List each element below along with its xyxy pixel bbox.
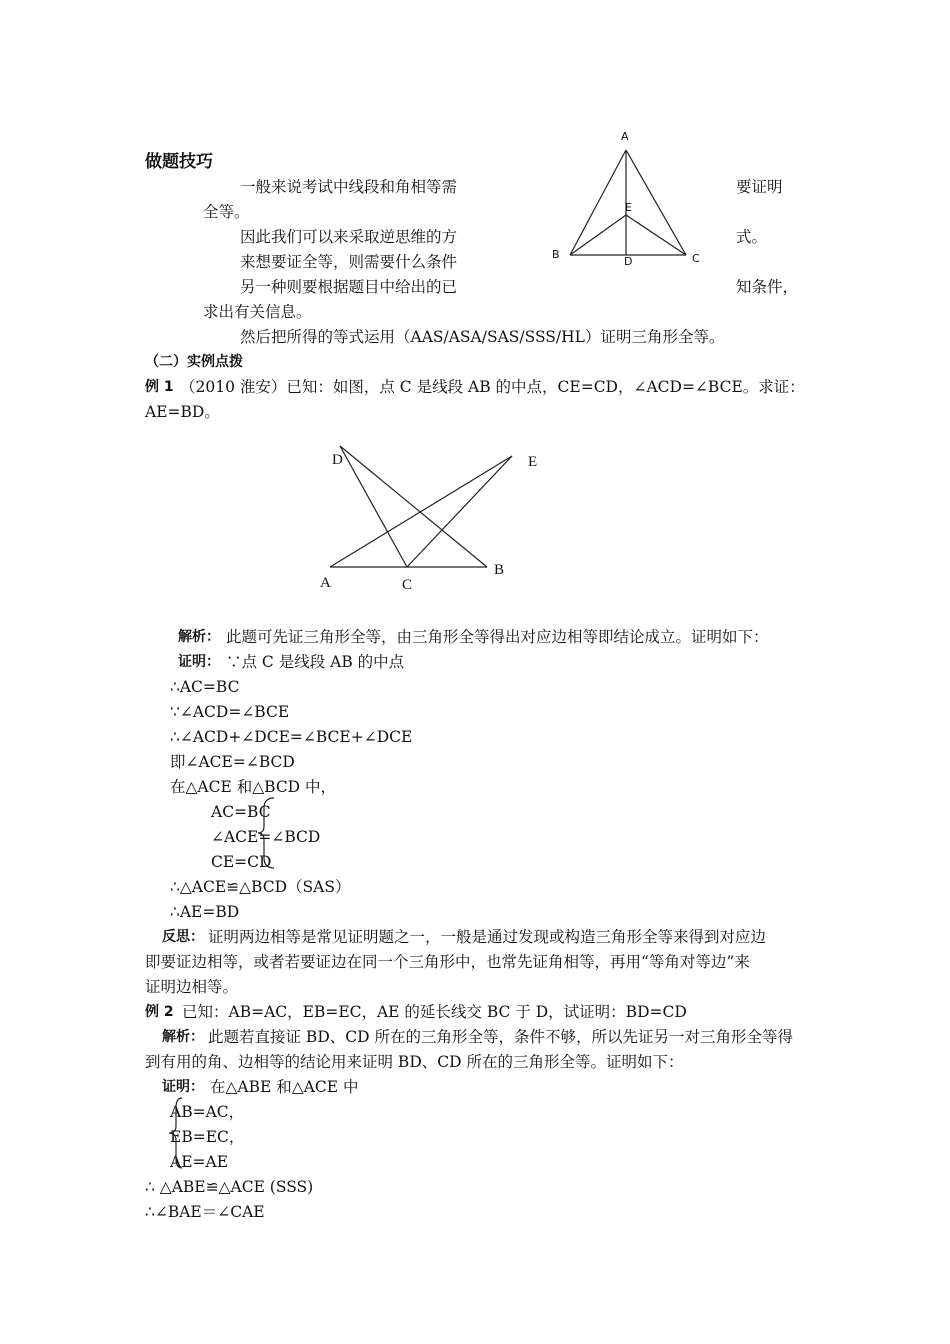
proof-line: 即∠ACE=∠BCD bbox=[170, 753, 295, 771]
example-1-label: 例 1 bbox=[145, 379, 174, 395]
paragraph-1-right: 要证明 bbox=[736, 178, 783, 196]
proof-line: ∴AC=BC bbox=[170, 678, 240, 696]
conclusion-line: ∴∠BAE＝∠CAE bbox=[145, 1203, 265, 1221]
paragraph-4-right: 知条件， bbox=[736, 278, 799, 296]
point-label-c: C bbox=[402, 577, 413, 593]
paragraph-1-cont: 全等。 bbox=[203, 203, 250, 221]
segment-ae bbox=[330, 456, 512, 567]
proof-line: ∵∠ACD=∠BCE bbox=[170, 703, 290, 721]
point-label-e: E bbox=[625, 201, 632, 214]
paragraph-5: 然后把所得的等式运用（AAS/ASA/SAS/SSS/HL）证明三角形全等。 bbox=[240, 328, 725, 346]
point-label-c: C bbox=[692, 252, 700, 265]
reflection-text: 证明两边相等是常见证明题之一，一般是通过发现或构造三角形全等来得到对应边 bbox=[208, 928, 767, 946]
reflection-label: 反思： bbox=[162, 929, 204, 945]
reflection-text: 即要证边相等，或者若要证边在同一个三角形中，也常先证角相等，再用“等角对等边”来 bbox=[145, 953, 750, 971]
system-line: CE=CD bbox=[211, 853, 272, 871]
proof-line: ∵点 C 是线段 AB 的中点 bbox=[226, 653, 405, 671]
triangle-figure bbox=[540, 120, 720, 280]
example-1-statement-cont: AE=BD。 bbox=[145, 403, 220, 421]
point-label-b: B bbox=[494, 562, 505, 578]
point-label-a: A bbox=[320, 575, 331, 591]
proof-line: 在△ABE 和△ACE 中 bbox=[210, 1078, 359, 1096]
system-line: AC=BC bbox=[211, 803, 271, 821]
brace-icon bbox=[256, 796, 278, 870]
segment-ab bbox=[570, 150, 626, 255]
paragraph-2-right: 式。 bbox=[736, 228, 768, 246]
crossing-lines-figure bbox=[310, 440, 550, 600]
segment-be bbox=[570, 215, 626, 255]
analysis-label: 解析： bbox=[178, 629, 220, 645]
subsection-title: （二）实例点拨 bbox=[145, 354, 243, 370]
example-1-statement: （2010 淮安）已知：如图，点 C 是线段 AB 的中点，CE=CD，∠ACD=∠BCE。求证： bbox=[180, 378, 805, 396]
system-line: EB=EC， bbox=[170, 1128, 245, 1146]
segment-ce bbox=[626, 215, 686, 255]
paragraph-4-left: 另一种则要根据题目中给出的已 bbox=[240, 278, 458, 296]
proof-label: 证明： bbox=[162, 1079, 204, 1095]
proof-label: 证明： bbox=[178, 654, 220, 670]
segment-dc bbox=[340, 446, 407, 567]
paragraph-2-left: 因此我们可以来采取逆思维的方 bbox=[240, 228, 458, 246]
paragraph-1-left: 一般来说考试中线段和角相等需 bbox=[240, 178, 458, 196]
segment-ce bbox=[407, 456, 512, 567]
system-line: AE=AE bbox=[170, 1153, 229, 1171]
analysis-text: 此题可先证三角形全等，由三角形全等得出对应边相等即结论成立。证明如下： bbox=[226, 628, 769, 646]
segment-ac bbox=[626, 150, 686, 255]
system-line: ∠ACE=∠BCD bbox=[211, 828, 321, 846]
example-2-statement: 已知：AB=AC，EB=EC，AE 的延长线交 BC 于 D，试证明：BD=CD bbox=[182, 1003, 687, 1021]
paragraph-4-cont: 求出有关信息。 bbox=[203, 303, 312, 321]
proof-line: 在△ACE 和△BCD 中， bbox=[170, 778, 337, 796]
brace-icon bbox=[166, 1096, 186, 1170]
system-line: AB=AC， bbox=[170, 1103, 245, 1121]
conclusion-line: ∴AE=BD bbox=[170, 903, 240, 921]
point-label-d: D bbox=[624, 255, 633, 268]
point-label-e: E bbox=[528, 454, 538, 470]
point-label-a: A bbox=[621, 130, 629, 143]
point-label-b: B bbox=[552, 248, 560, 261]
analysis-text: 此题若直接证 BD、CD 所在的三角形全等，条件不够，所以先证另一对三角形全等得 bbox=[208, 1028, 793, 1046]
paragraph-3-left: 来想要证全等，则需要什么条件 bbox=[240, 253, 458, 271]
conclusion-line: ∴ △ABE≌△ACE (SSS) bbox=[145, 1178, 314, 1196]
analysis-label: 解析： bbox=[162, 1029, 204, 1045]
conclusion-line: ∴△ACE≌△BCD（SAS） bbox=[170, 878, 351, 896]
proof-line: ∴∠ACD+∠DCE=∠BCE+∠DCE bbox=[170, 728, 413, 746]
example-2-label: 例 2 bbox=[145, 1004, 174, 1020]
analysis-text: 到有用的角、边相等的结论用来证明 BD、CD 所在的三角形全等。证明如下： bbox=[145, 1053, 684, 1071]
section-title: 做题技巧 bbox=[145, 152, 213, 172]
reflection-text: 证明边相等。 bbox=[145, 978, 239, 996]
point-label-d: D bbox=[332, 452, 343, 468]
